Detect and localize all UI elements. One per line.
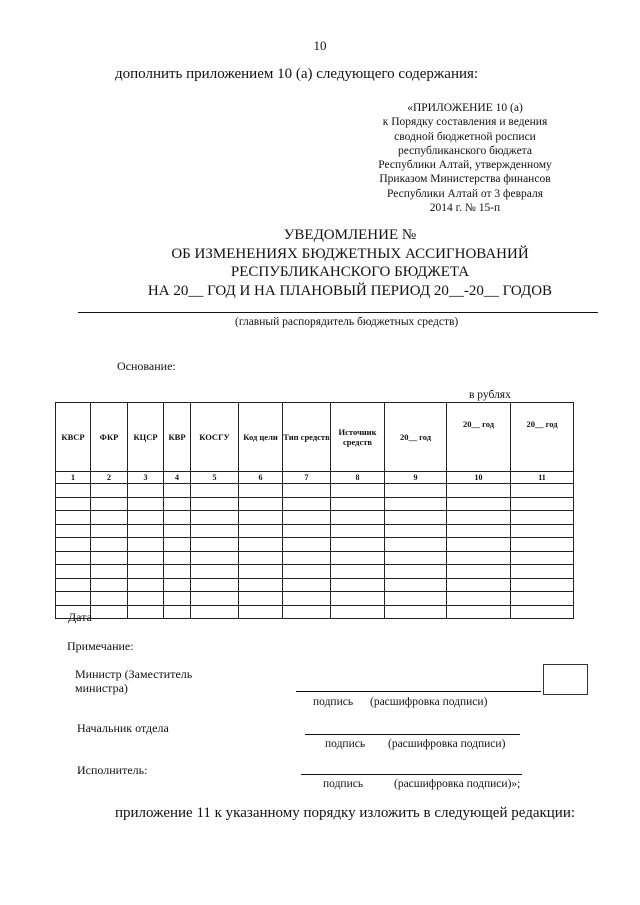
column-header: КОСГУ — [191, 403, 239, 472]
table-number-row — [56, 472, 574, 484]
column-number: 10 — [447, 472, 511, 484]
column-header: 20__ год — [385, 403, 447, 472]
minister-label: Министр (Заместитель — [75, 667, 193, 681]
head-of-department-label: Начальник отдела — [77, 721, 169, 735]
table-header-row — [56, 403, 574, 472]
signature-caption: подпись — [323, 778, 364, 790]
minister-label-cont: министра) — [75, 681, 128, 695]
column-header: 20__ год — [447, 403, 511, 472]
table-row — [56, 565, 574, 579]
table-row — [56, 578, 574, 592]
column-number: 4 — [164, 472, 191, 484]
column-number: 11 — [511, 472, 574, 484]
appendix-line: сводной бюджетной росписи — [394, 130, 536, 143]
title-line: НА 20__ ГОД И НА ПЛАНОВЫЙ ПЕРИОД 20__-20__ ГОДОВ — [147, 282, 553, 299]
title-line: ОБ ИЗМЕНЕНИЯХ БЮДЖЕТНЫХ АССИГНОВАНИЙ — [171, 245, 529, 262]
column-header: ФКР — [91, 403, 128, 472]
signature-caption: подпись — [325, 738, 366, 750]
column-number: 1 — [56, 472, 91, 484]
appendix-line: республиканского бюджета — [398, 144, 532, 157]
main-manager-line — [78, 312, 598, 313]
note-label: Примечание: — [67, 639, 134, 653]
table-row — [56, 551, 574, 565]
currency-label: в рублях — [469, 389, 511, 401]
allocations-table — [55, 402, 574, 619]
column-header: 20__ год — [511, 403, 574, 472]
appendix-line: Республики Алтай от 3 февраля — [386, 187, 543, 200]
column-number: 8 — [331, 472, 385, 484]
column-number: 3 — [128, 472, 164, 484]
table-row — [56, 605, 574, 619]
table-row — [56, 484, 574, 498]
signature-decode-caption: (расшифровка подписи) — [370, 696, 488, 708]
table-row — [56, 538, 574, 552]
head-signature-line — [305, 734, 520, 735]
table-row — [56, 497, 574, 511]
appendix-line: «ПРИЛОЖЕНИЕ 10 (а) — [407, 102, 523, 114]
appendix-line: Приказом Министерства финансов — [379, 173, 551, 186]
column-header: КВР — [164, 403, 191, 472]
final-paragraph: приложение 11 к указанному порядку изложить в следующей редакции: — [115, 805, 576, 821]
main-manager-caption: (главный распорядитель бюджетных средств) — [235, 316, 459, 328]
appendix-header — [360, 101, 570, 215]
column-number: 2 — [91, 472, 128, 484]
table-row — [56, 592, 574, 606]
appendix-line: к Порядку составления и ведения — [382, 116, 548, 129]
appendix-line: Республики Алтай, утвержденному — [378, 159, 552, 172]
column-header: Источник средств — [331, 403, 385, 472]
signature-decode-caption: (расшифровка подписи)»; — [394, 778, 521, 790]
column-header: Тип средств — [283, 403, 331, 472]
date-label: Дата — [68, 610, 92, 624]
signature-caption: подпись — [313, 696, 354, 708]
lead-paragraph: дополнить приложением 10 (а) следующего содержания: — [115, 66, 479, 82]
executor-label: Исполнитель: — [77, 763, 148, 777]
executor-signature-line — [301, 774, 522, 775]
stamp-box — [543, 664, 588, 695]
appendix-line: 2014 г. № 15-п — [429, 202, 501, 215]
table-row — [56, 511, 574, 525]
basis-label: Основание: — [117, 359, 176, 373]
notice-title — [0, 226, 640, 300]
title-line: УВЕДОМЛЕНИЕ № — [283, 227, 417, 243]
column-number: 5 — [191, 472, 239, 484]
signature-decode-caption: (расшифровка подписи) — [388, 738, 506, 750]
column-number: 7 — [283, 472, 331, 484]
page-number: 10 — [313, 38, 327, 53]
column-number: 9 — [385, 472, 447, 484]
column-header: КЦСР — [128, 403, 164, 472]
column-header: КВСР — [56, 403, 91, 472]
column-header: Код цели — [239, 403, 283, 472]
title-line: РЕСПУБЛИКАНСКОГО БЮДЖЕТА — [230, 264, 470, 280]
table-row — [56, 524, 574, 538]
column-number: 6 — [239, 472, 283, 484]
minister-signature-line — [296, 691, 541, 692]
